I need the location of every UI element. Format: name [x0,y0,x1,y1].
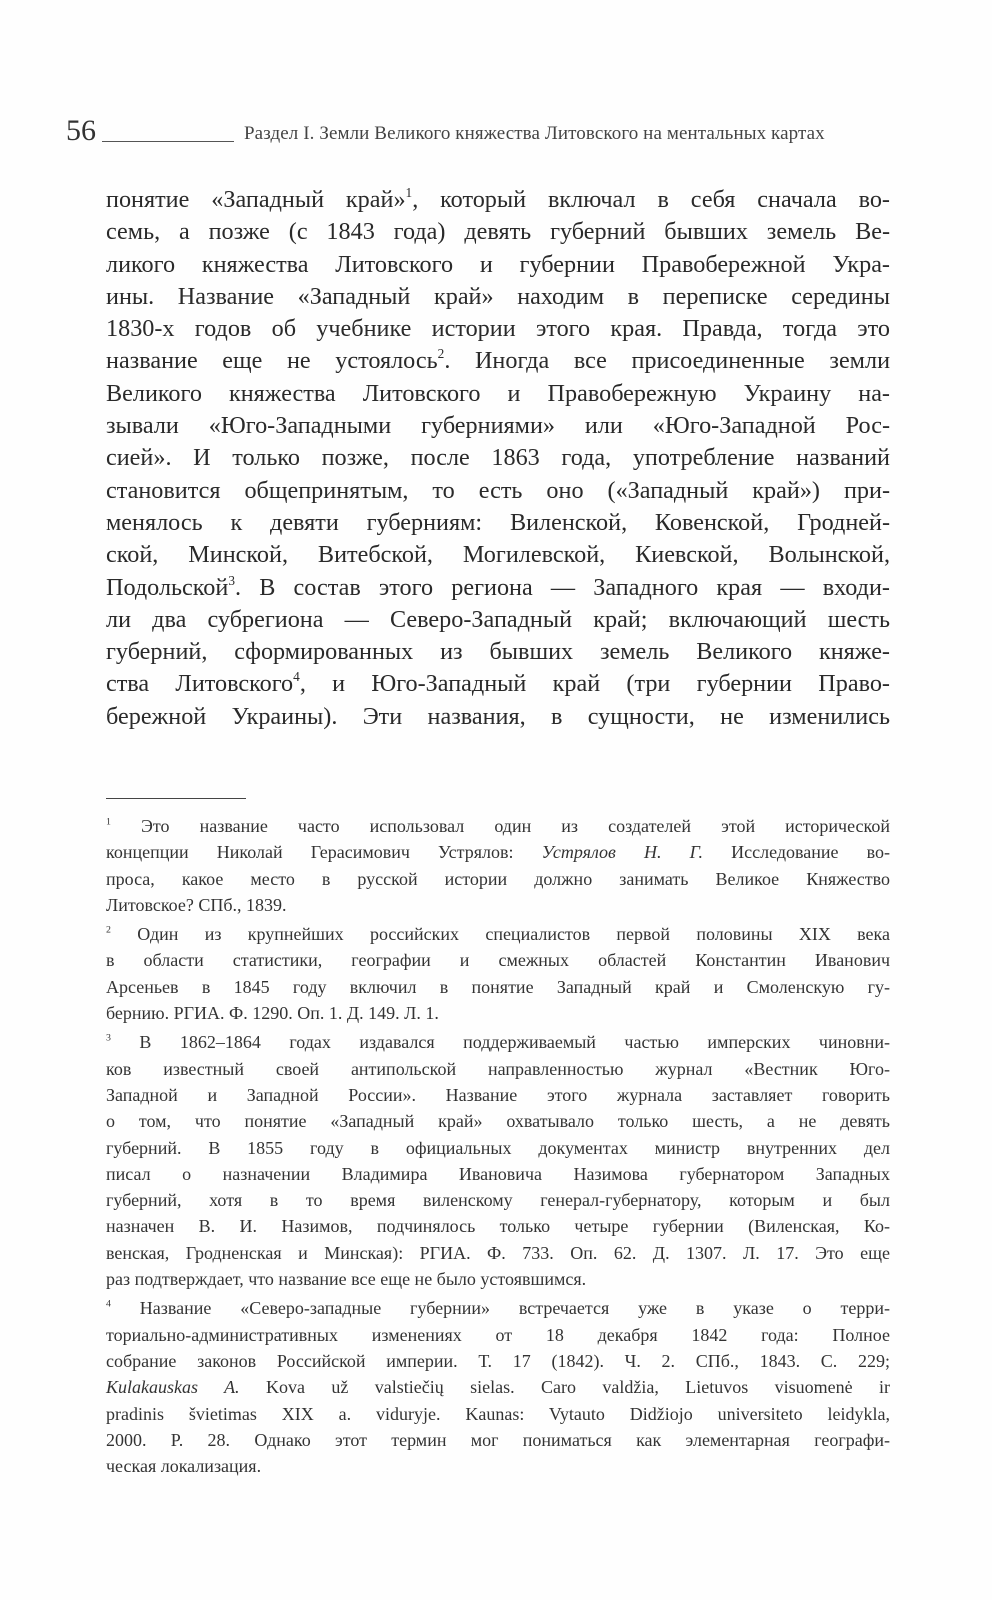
text-line [106,1240,890,1266]
text-run: ликого княжества Литовского и губернии Правобережной Укра- [106,250,890,278]
footnote [106,813,890,918]
text-run: о том, что понятие «Западный край» охватывало только шесть, а не девять [106,1111,890,1132]
text-run: в области статистики, географии и смежных областей Константин Иванович [106,950,890,971]
text-run: становится общепринятым, то есть оно («Западный край») при- [106,476,890,504]
text-line [106,1295,890,1321]
text-run: 2000. P. 28. Однако этот термин мог пониматься как элементарная географи- [106,1429,890,1450]
text-line [106,892,890,918]
text-line [106,1135,890,1161]
text-line [106,1213,890,1239]
text-run: Название «Северо-западные губернии» встречается уже в указе о терри- [110,1298,890,1319]
text-line [106,974,890,1000]
text-line [106,813,890,839]
text-run: Это название часто использовал один из создателей этой исторической [110,816,890,836]
text-run: семь, а позже (с 1843 года) девять губерний бывших земель Ве- [106,218,890,246]
text-run: проса, какое место в русской истории должно занимать Великое Княжество [106,868,890,889]
text-run: , который включал в себя сначала во- [412,186,890,213]
footnote-separator [106,798,246,799]
text-run: Великого княжества Литовского и Правобережную Украину на- [106,379,890,407]
text-line [106,378,890,410]
text-run: ины. Название «Западный край» находим в переписке середины [106,282,890,310]
text-line [106,249,890,281]
text-line [106,539,890,571]
header-rule [102,141,234,142]
text-line [106,1029,890,1055]
footnote-marker: 3 [228,572,235,588]
text-line [106,313,890,345]
text-line [106,668,890,700]
footnote [106,1295,890,1479]
footnote-marker: 2 [106,924,111,936]
footnotes [106,813,890,1482]
text-line [106,184,890,216]
text-line [106,1427,890,1453]
text-run: В 1862–1864 годах издавался поддерживаемый частью имперских чиновни- [110,1032,890,1053]
text-run: назначен В. И. Назимов, подчинялось только четыре губернии (Виленская, Ко- [106,1216,890,1237]
text-run: ческая локализация. [106,1456,262,1477]
text-line [106,1082,890,1108]
text-run: ли два субрегиона — Северо-Западный край; включающий шесть [106,605,890,633]
text-line [106,281,890,313]
text-line [106,572,890,604]
text-run: венская, Гродненская и Минская): РГИА. Ф. 733. Оп. 62. Д. 1307. Л. 17. Это еще [106,1242,890,1263]
text-line [106,345,890,377]
text-line [106,410,890,442]
text-run: Литовское? СПб., 1839. [106,894,287,915]
text-run: Исследование во- [703,842,890,863]
text-run: Западной и Западной России». Название этого журнала заставляет говорить [106,1084,890,1105]
text-line [106,1187,890,1213]
text-run: . Иногда все присоединенные земли [444,347,891,375]
main-text [106,184,890,733]
text-line [106,1000,890,1026]
text-line [106,947,890,973]
footnote [106,921,890,1026]
footnote-marker: 4 [106,1298,111,1310]
text-run: Подольской [106,573,229,601]
page-number: 56 [66,114,96,147]
text-line [106,442,890,474]
text-line [106,1266,890,1292]
text-run: ства Литовского [106,670,294,698]
text-run: понятие «Западный край» [106,186,406,213]
text-line [106,604,890,636]
footnote [106,1029,890,1292]
text-run: название еще не устоялось [106,347,438,375]
footnote-marker: 3 [106,1032,111,1044]
text-run: концепции Николай Герасимович Устрялов: [106,842,542,863]
text-run: Один из крупнейших российских специалистов первой половины XIX века [110,924,890,945]
text-run: бережной Украины). Эти названия, в сущности, не изменились [106,702,890,730]
text-run: Арсеньев в 1845 году включил в понятие Западный край и Смоленскую гу- [106,976,890,997]
text-line [106,1056,890,1082]
footnote-marker: 1 [405,185,413,201]
text-line [106,1348,890,1374]
text-run: губерний, сформированных из бывших земель Великого княже- [106,638,890,666]
text-run: Kova už valstiečių sielas. Caro valdžia, Lietuvos visuomenė ir [239,1377,890,1398]
text-line [106,1322,890,1348]
text-run: . В состав этого региона — Западного края — входи- [235,573,890,601]
text-run: , и Юго-Западный край (три губернии Право- [299,670,890,698]
text-run: менялось к девяти губерниям: Виленской, Ковенской, Гродней- [106,508,890,536]
text-line [106,1161,890,1187]
text-line [106,866,890,892]
italic-text: Kulakauskas A. [106,1377,240,1398]
text-run: ториально-административных изменениях от 18 декабря 1842 года: Полное [106,1324,890,1345]
text-run: ков известный своей антипольской направленностью журнал «Вестник Юго- [106,1058,890,1079]
text-line [106,921,890,947]
text-run: собрание законов Российской империи. Т. 17 (1842). Ч. 2. СПб., 1843. С. 229; [106,1350,890,1371]
running-title: Раздел I. Земли Великого княжества Литовского на ментальных картах [244,123,825,144]
text-line [106,507,890,539]
text-run: бернию. РГИА. Ф. 1290. Оп. 1. Д. 149. Л. 1. [106,1003,439,1024]
text-line [106,701,890,733]
text-line [106,1108,890,1134]
text-line [106,839,890,865]
text-run: сией». И только позже, после 1863 года, употребление названий [106,444,890,472]
italic-text: Устрялов Н. Г. [541,842,703,863]
text-line [106,1374,890,1400]
text-run: pradinis švietimas XIX a. viduryje. Kaunas: Vytauto Didžiojo universiteto leidykla, [106,1403,890,1424]
text-run: зывали «Юго-Западными губерниями» или «Юго-Западной Рос- [106,412,890,440]
text-run: ской, Минской, Витебской, Могилевской, Киевской, Волынской, [106,541,890,569]
text-line [106,636,890,668]
text-line [106,475,890,507]
text-run: раз подтверждает, что название все еще не было устоявшимся. [106,1269,587,1290]
running-header [66,112,892,146]
footnote-marker: 2 [437,346,445,362]
text-run: губерний, хотя в то время виленскому генерал-губернатору, которым и был [106,1190,890,1211]
text-run: писал о назначении Владимира Ивановича Назимова губернатором Западных [106,1163,890,1184]
footnote-marker: 1 [106,816,111,828]
text-run: 1830-х годов об учебнике истории этого края. Правда, тогда это [106,315,890,343]
text-line [106,1453,890,1479]
text-line [106,216,890,248]
text-run: губерний. В 1855 году в официальных документах министр внутренних дел [106,1137,890,1158]
footnote-marker: 4 [293,669,300,685]
text-line [106,1401,890,1427]
